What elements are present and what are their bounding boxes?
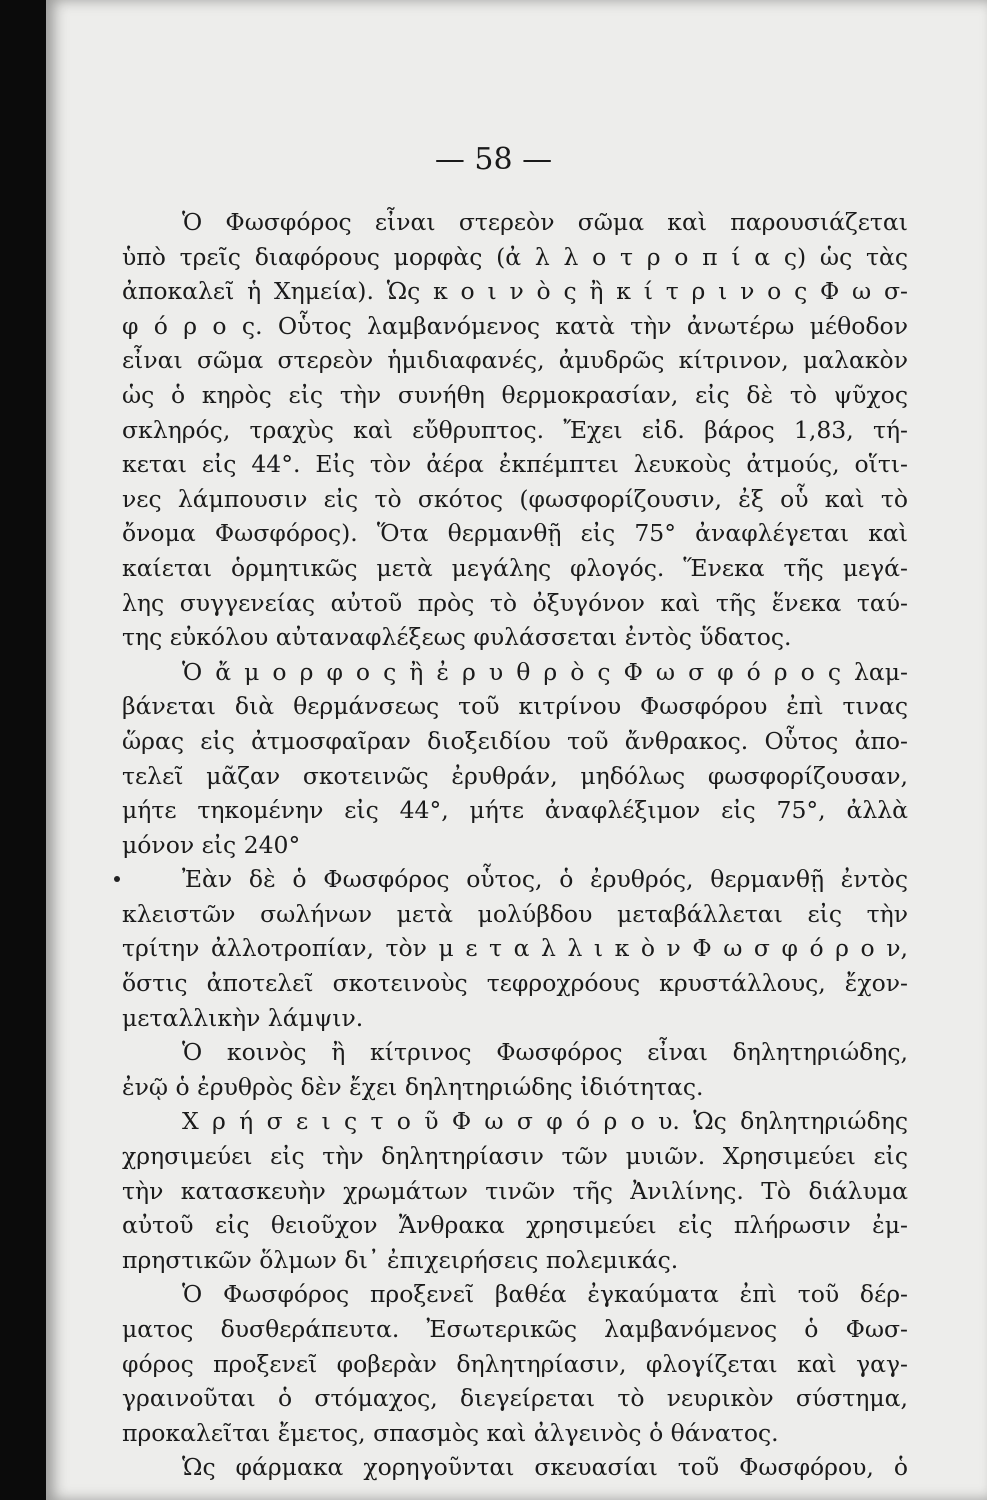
text-line: Χ ρ ή σ ε ι ς τ ο ῦ Φ ω σ φ ό ρ ο υ. Ὡς δηλητηριώδης bbox=[182, 1107, 908, 1136]
text-line: Ὡς φάρμακα χορηγοῦνται σκευασίαι τοῦ Φωσφόρου, ὁ bbox=[182, 1453, 908, 1482]
text-line: ἀποκαλεῖ ἡ Χημεία). Ὡς κ ο ι ν ὸ ς ἢ κ ί τ ρ ι ν ο ς Φ ω σ- bbox=[122, 277, 908, 306]
text-line: τὴν κατασκευὴν χρωμάτων τινῶν τῆς Ἀνιλίνης. Τὸ διάλυμα bbox=[122, 1176, 908, 1205]
text-line: ὡς ὁ κηρὸς εἰς τὴν συνήθη θερμοκρασίαν, εἰς δὲ τὸ ψῦχος bbox=[122, 380, 908, 409]
text-line: Ὁ Φωσφόρος προξενεῖ βαθέα ἐγκαύματα ἐπὶ τοῦ δέρ- bbox=[182, 1280, 908, 1309]
page-number: — 58 — bbox=[434, 142, 553, 177]
text-line: λης συγγενείας αὐτοῦ πρὸς τὸ ὀξυγόνον καὶ τῆς ἕνεκα ταύ- bbox=[122, 588, 908, 617]
text-line: προκαλεῖται ἔμετος, σπασμὸς καὶ ἀλγεινὸς ὁ θάνατος. bbox=[122, 1418, 779, 1447]
body-text bbox=[122, 205, 908, 1485]
text-line: αὐτοῦ εἰς θειοῦχον Ἄνθρακα χρησιμεύει εἰς πλήρωσιν ἐμ- bbox=[122, 1211, 908, 1240]
text-line: βάνεται διὰ θερμάνσεως τοῦ κιτρίνου Φωσφόρου ἐπὶ τινας bbox=[122, 692, 908, 721]
text-line: γραινοῦται ὁ στόμαχος, διεγείρεται τὸ νευρικὸν σύστημα, bbox=[122, 1384, 908, 1413]
text-line: ὄνομα Φωσφόρος). Ὅτα θερμανθῇ εἰς 75° ἀναφλέγεται καὶ bbox=[122, 519, 908, 548]
text-line: καίεται ὁρμητικῶς μετὰ μεγάλης φλογός. Ἕνεκα τῆς μεγά- bbox=[122, 553, 908, 582]
text-line: εἶναι σῶμα στερεὸν ἡμιδιαφανές, ἀμυδρῶς κίτρινον, μαλακὸν bbox=[122, 346, 908, 375]
text-line: ματος δυσθεράπευτα. Ἐσωτερικῶς λαμβανόμενος ὁ Φωσ- bbox=[122, 1315, 908, 1343]
text-line: ὑπὸ τρεῖς διαφόρους μορφὰς (ἀ λ λ ο τ ρ ο π ί α ς) ὡς τὰς bbox=[122, 242, 908, 271]
text-line: νες λάμπουσιν εἰς τὸ σκότος (φωσφορίζουσιν, ἐξ οὗ καὶ τὸ bbox=[122, 484, 908, 513]
text-line: μήτε τηκομένην εἰς 44°, μήτε ἀναφλέξιμον εἰς 75°, ἀλλὰ bbox=[122, 796, 908, 825]
text-line: κλειστῶν σωλήνων μετὰ μολύβδου μεταβάλλεται εἰς τὴν bbox=[122, 899, 908, 928]
text-line: χρησιμεύει εἰς τὴν δηλητηρίασιν τῶν μυιῶν. Χρησιμεύει εἰς bbox=[122, 1142, 908, 1171]
text-line: Ὁ κοινὸς ἢ κίτρινος Φωσφόρος εἶναι δηλητηριώδης, bbox=[182, 1038, 908, 1067]
text-line: φόρος προξενεῖ φοβερὰν δηλητηρίασιν, φλογίζεται καὶ γαγ- bbox=[122, 1349, 908, 1378]
text-line: ὅστις ἀποτελεῖ σκοτεινοὺς τεφροχρόους κρυστάλλους, ἔχον- bbox=[122, 969, 908, 998]
text-line: φ ό ρ ο ς. Οὗτος λαμβανόμενος κατὰ τὴν ἀνωτέρω μέθοδον bbox=[122, 311, 908, 340]
margin-mark bbox=[114, 876, 120, 882]
text-line: σκληρός, τραχὺς καὶ εὔθρυπτος. Ἔχει εἰδ. βάρος 1,83, τή- bbox=[122, 415, 908, 444]
text-line: τρίτην ἀλλοτροπίαν, τὸν μ ε τ α λ λ ι κ ὸ ν Φ ω σ φ ό ρ ο ν, bbox=[122, 934, 908, 963]
text-line: μόνον εἰς 240° bbox=[122, 830, 301, 859]
text-line: της εὐκόλου αὐταναφλέξεως φυλάσσεται ἐντὸς ὕδατος. bbox=[122, 623, 792, 652]
text-line: Ὁ ἄ μ ο ρ φ ο ς ἢ ἐ ρ υ θ ρ ὸ ς Φ ω σ φ ό ρ ο ς λαμ- bbox=[182, 657, 908, 686]
text-line: κεται εἰς 44°. Εἰς τὸν ἀέρα ἐκπέμπτει λευκοὺς ἀτμούς, οἵτι- bbox=[122, 450, 908, 479]
text-line: Ὁ Φωσφόρος εἶναι στερεὸν σῶμα καὶ παρουσιάζεται bbox=[182, 208, 908, 236]
text-line: πρηστικῶν ὅλμων δι᾽ ἐπιχειρήσεις πολεμικάς. bbox=[122, 1245, 679, 1274]
text-line: ὥρας εἰς ἀτμοσφαῖραν διοξειδίου τοῦ ἄνθρακος. Οὗτος ἀπο- bbox=[122, 726, 908, 755]
text-line: τελεῖ μᾶζαν σκοτεινῶς ἐρυθράν, μηδόλως φωσφορίζουσαν, bbox=[122, 761, 908, 790]
text-line: Ἐὰν δὲ ὁ Φωσφόρος οὗτος, ὁ ἐρυθρός, θερμανθῇ ἐντὸς bbox=[182, 865, 908, 894]
text-line: μεταλλικὴν λάμψιν. bbox=[122, 1003, 364, 1032]
text-line: ἐνῷ ὁ ἐρυθρὸς δὲν ἔχει δηλητηριώδης ἰδιότητας. bbox=[122, 1072, 704, 1101]
